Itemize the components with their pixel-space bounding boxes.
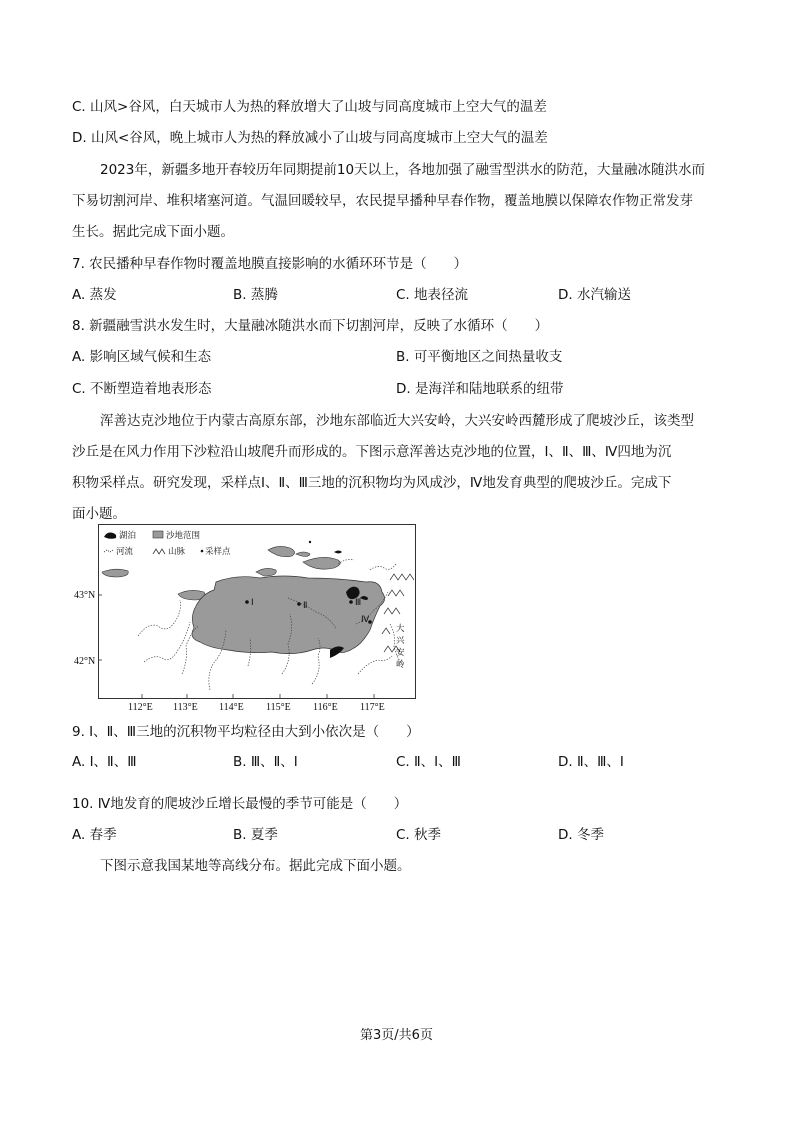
passage-hunshandake-line1: 浑善达克沙地位于内蒙古高原东部，沙地东部临近大兴安岭，大兴安岭西麓形成了爬坡沙丘，该类型 [100,413,694,429]
range-char-4: 岭 [396,660,405,670]
q8-option-a: A. 影响区域气候和生态 [72,349,212,365]
q10-option-c: C. 秋季 [396,827,442,843]
legend-lake-label: 湖泊 [119,531,137,541]
legend-sand-label: 沙地范围 [166,531,201,541]
question-9: 9. Ⅰ、Ⅱ、Ⅲ三地的沉积物平均粒径由大到小依次是（ ） [72,724,420,740]
q6-option-d: D. 山风<谷风，晚上城市人为热的释放减小了山坡与同高度城市上空大气的温差 [72,130,548,146]
lon-label-113: 113°E [173,702,198,713]
passage-hunshandake-line3: 积物采样点。研究发现，采样点Ⅰ、Ⅱ、Ⅲ三地的沉积物均为风成沙，Ⅳ地发育典型的爬坡沙丘。完成下 [72,475,672,491]
hunshandake-sandland-map [98,524,416,699]
q7-option-b: B. 蒸腾 [233,287,278,303]
lat-label-42: 42°N [74,656,96,667]
sample-legend-icon [201,550,204,553]
site-label-4: Ⅳ [361,614,370,624]
q10-option-b: B. 夏季 [233,827,278,843]
legend-river-label: 河流 [116,547,134,557]
passage-xinjiang-line2: 下易切割河岸、堆积堵塞河道。气温回暖较早，农民提早播种早春作物，覆盖地膜以保障农作物正常发芽 [72,193,693,209]
site-label-2: Ⅱ [303,600,308,610]
lon-label-117: 117°E [360,702,385,713]
range-char-1: 大 [396,624,405,634]
sample-point-2 [297,602,301,606]
range-char-2: 兴 [396,636,405,646]
passage-hunshandake-line4: 面小题。 [72,506,126,522]
question-10: 10. Ⅳ地发育的爬坡沙丘增长最慢的季节可能是（ ） [72,796,408,812]
passage-xinjiang-line1: 2023年，新疆多地开春较历年同期提前10天以上，各地加强了融雪型洪水的防范，大量融冰随洪水而 [100,162,706,178]
site-label-1: Ⅰ [251,597,254,607]
page-footer: 第3页/共6页 [360,1028,433,1043]
passage-hunshandake-line2: 沙丘是在风力作用下沙粒沿山坡爬升而形成的。下图示意浑善达克沙地的位置，Ⅰ、Ⅱ、Ⅲ、Ⅳ四地为沉 [72,444,672,460]
lon-label-115: 115°E [266,702,291,713]
passage-contour-intro: 下图示意我国某地等高线分布。据此完成下面小题。 [100,858,411,874]
q10-option-d: D. 冬季 [558,827,604,843]
q7-option-a: A. 蒸发 [72,287,117,303]
q9-option-c: C. Ⅱ、Ⅰ、Ⅲ [396,754,461,770]
legend-sample-label: 采样点 [205,547,231,557]
lon-label-116: 116°E [313,702,338,713]
q9-option-a: A. Ⅰ、Ⅱ、Ⅲ [72,754,137,770]
q9-option-b: B. Ⅲ、Ⅱ、Ⅰ [233,754,298,770]
q9-option-d: D. Ⅱ、Ⅲ、Ⅰ [558,754,624,770]
q7-option-c: C. 地表径流 [396,287,469,303]
legend-mountain-label: 山脉 [168,547,186,557]
lon-label-112: 112°E [128,702,153,713]
q6-option-c: C. 山风>谷风，白天城市人为热的释放增大了山坡与同高度城市上空大气的温差 [72,99,547,115]
passage-xinjiang-line3: 生长。据此完成下面小题。 [72,224,234,240]
lon-label-114: 114°E [219,702,244,713]
site-label-3: Ⅲ [355,597,362,607]
q8-option-c: C. 不断塑造着地表形态 [72,381,212,397]
lat-label-43: 43°N [74,590,96,601]
sample-point-3 [349,600,353,604]
question-7: 7. 农民播种早春作物时覆盖地膜直接影响的水循环环节是（ ） [72,256,468,272]
question-8: 8. 新疆融雪洪水发生时，大量融冰随洪水而下切割河岸，反映了水循环（ ） [72,318,549,334]
q8-option-b: B. 可平衡地区之间热量收支 [396,349,563,365]
q10-option-a: A. 春季 [72,827,117,843]
q7-option-d: D. 水汽输送 [558,287,631,303]
sand-legend-icon [153,531,163,538]
sample-point-1 [245,600,249,604]
range-char-3: 安 [396,648,405,658]
q8-option-d: D. 是海洋和陆地联系的纽带 [396,381,564,397]
